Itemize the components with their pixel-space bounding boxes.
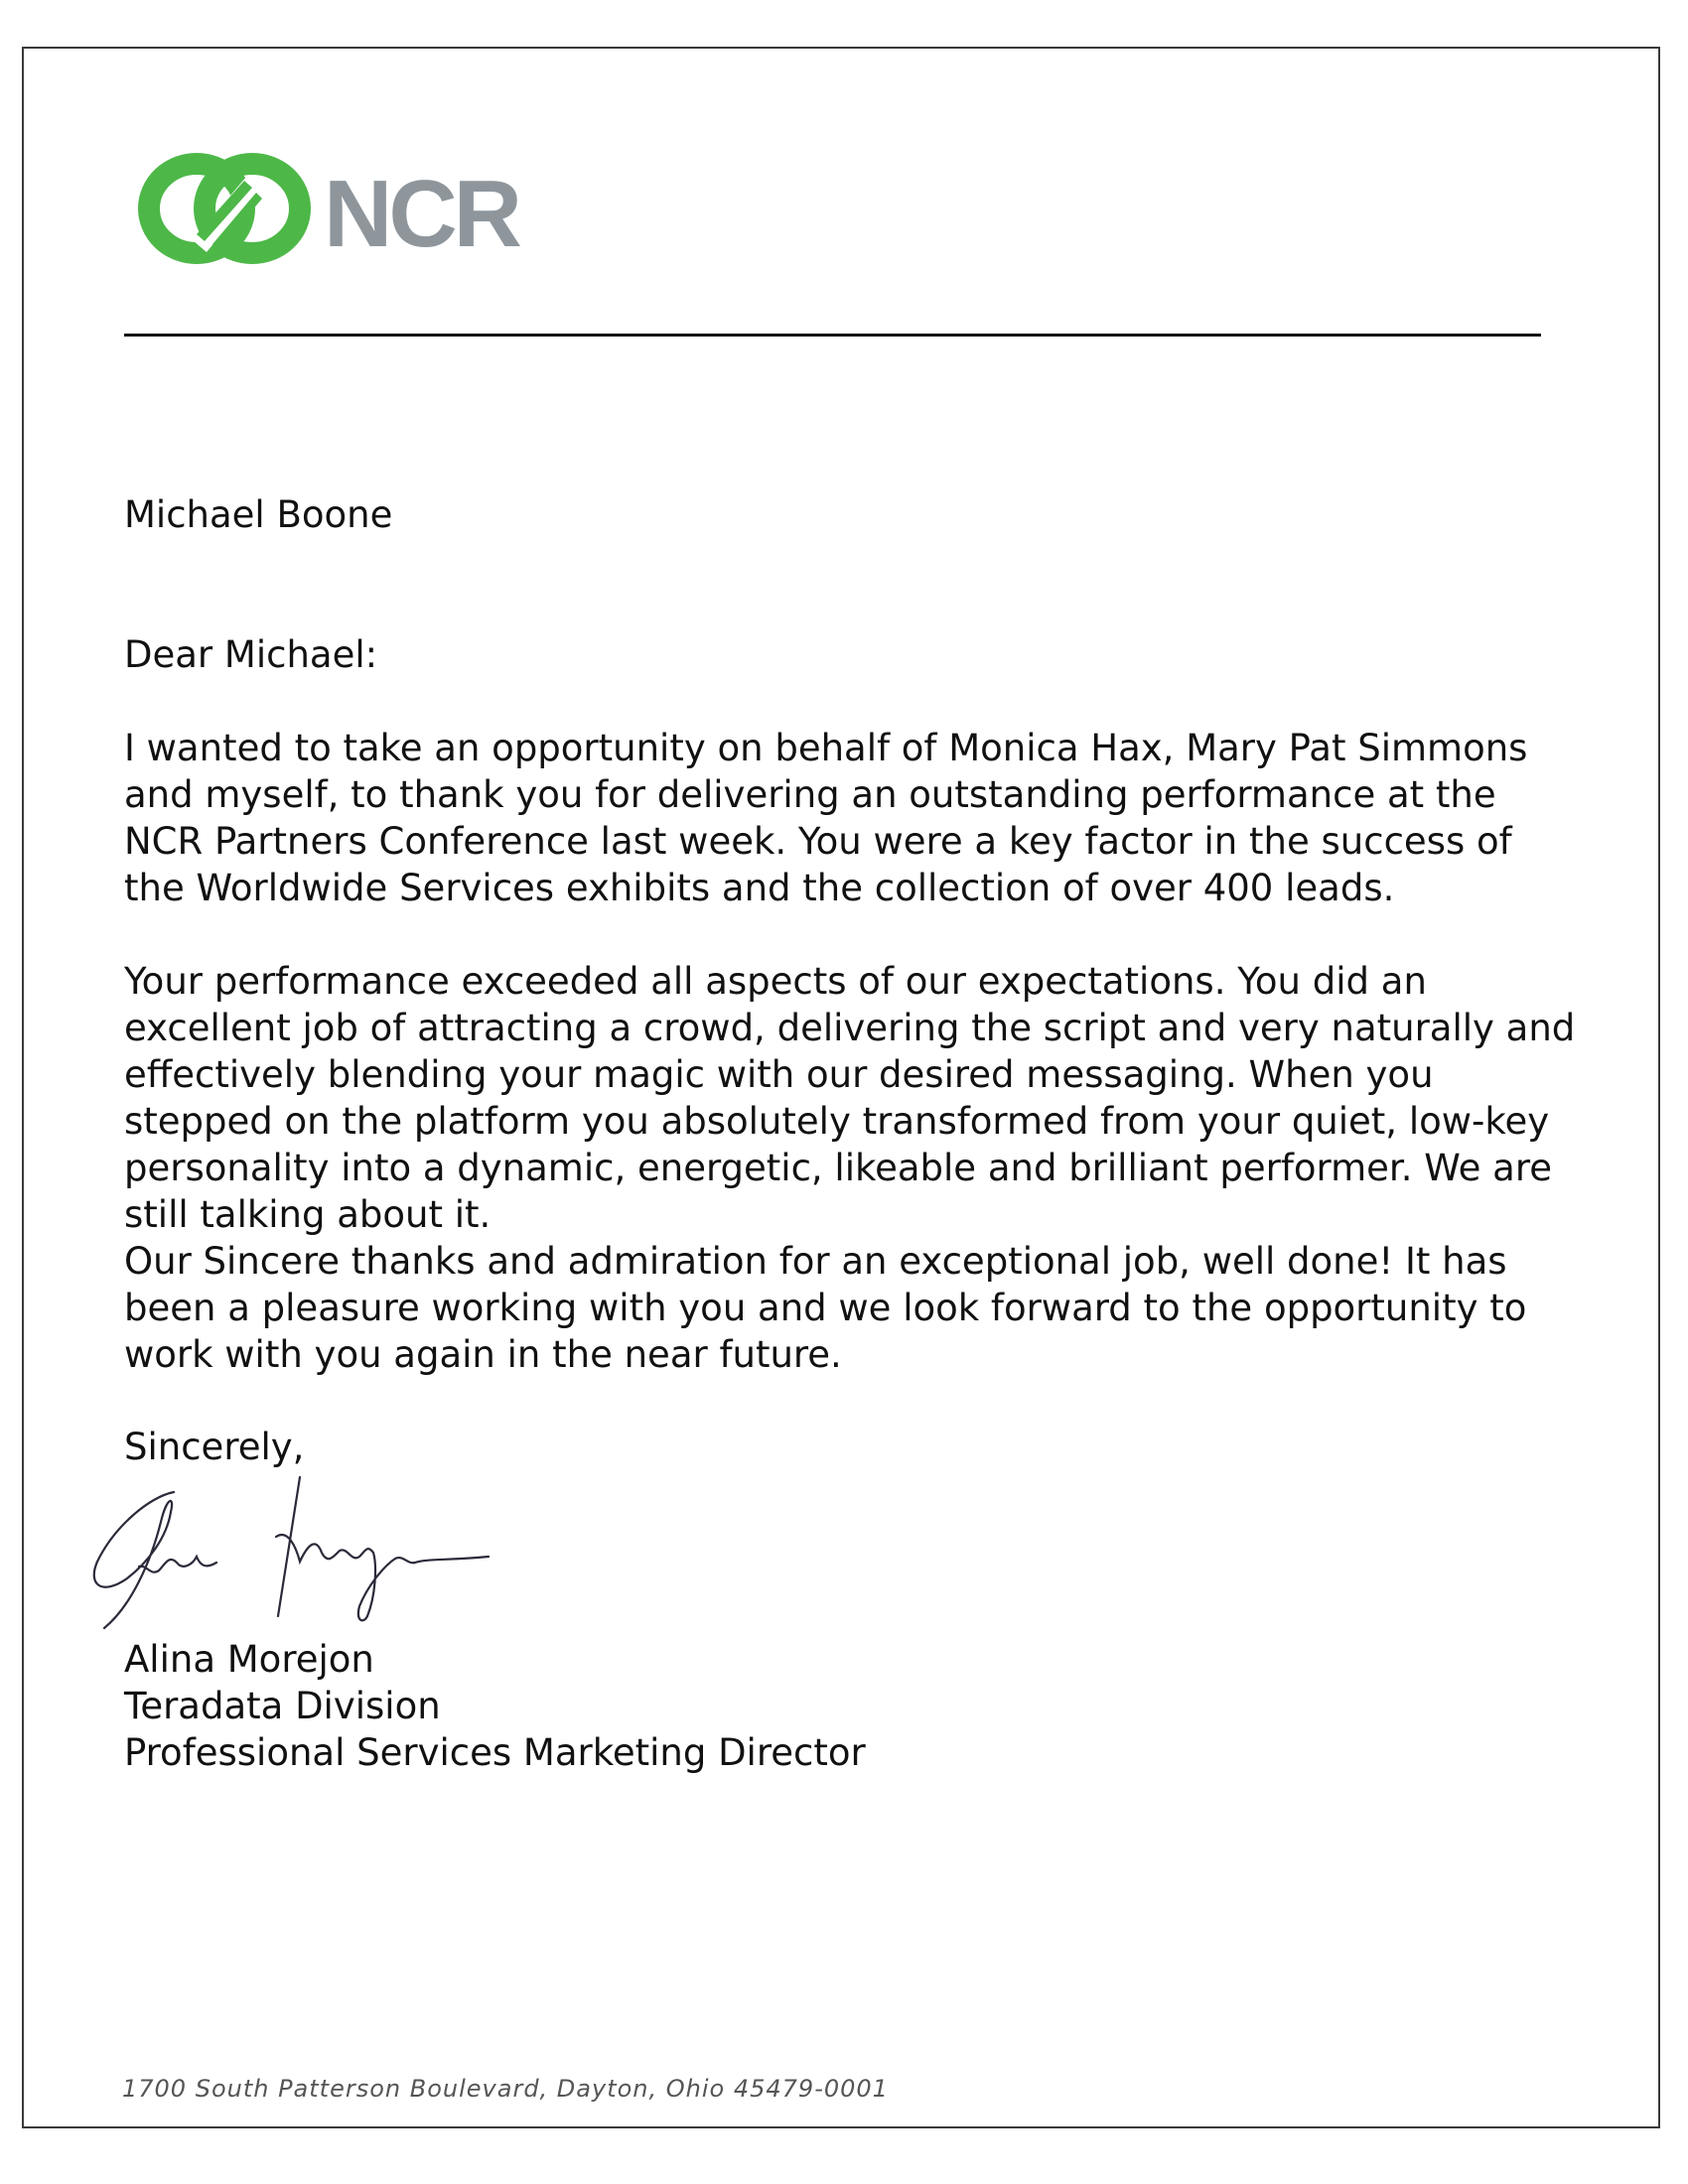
signer-title: Professional Services Marketing Director xyxy=(124,1731,866,1774)
closing: Sincerely, xyxy=(124,1426,305,1468)
body-paragraph-2: Your performance exceeded all aspects of our expectations. You did an excellent job of attracting a crowd, delivering the script and very naturally and effectively blending your magic with our desired messaging. When you stepped on the platform you absolutely transformed from your quiet, low-key personality into a dynamic, energetic, likeable and brilliant performer. We are still talking about it. xyxy=(124,960,1576,1236)
body-paragraph-1: I wanted to take an opportunity on behalf of Monica Hax, Mary Pat Simmons and myself, to thank you for delivering an outstanding performance at the NCR Partners Conference last week. You were a key factor in the success of the Worldwide Services exhibits and the collection of over 400 leads. xyxy=(124,727,1528,909)
signature-block xyxy=(124,1636,1584,1776)
salutation: Dear Michael: xyxy=(124,633,378,676)
recipient-name: Michael Boone xyxy=(124,493,393,536)
ncr-logo-text: NCR xyxy=(324,161,518,267)
letterhead-rule xyxy=(124,334,1541,337)
signer-division: Teradata Division xyxy=(124,1685,441,1727)
handwritten-signature xyxy=(79,1467,496,1646)
footer-address: 1700 South Patterson Boulevard, Dayton, Ohio 45479-0001 xyxy=(122,2075,889,2103)
ncr-logo xyxy=(135,149,544,268)
ncr-logo-mark xyxy=(149,164,300,253)
body-paragraph-3: Our Sincere thanks and admiration for an exceptional job, well done! It has been a pleasure working with you and we look forward to the opportunity to work with you again in the near future. xyxy=(124,1240,1527,1376)
signer-name: Alina Morejon xyxy=(124,1638,374,1681)
